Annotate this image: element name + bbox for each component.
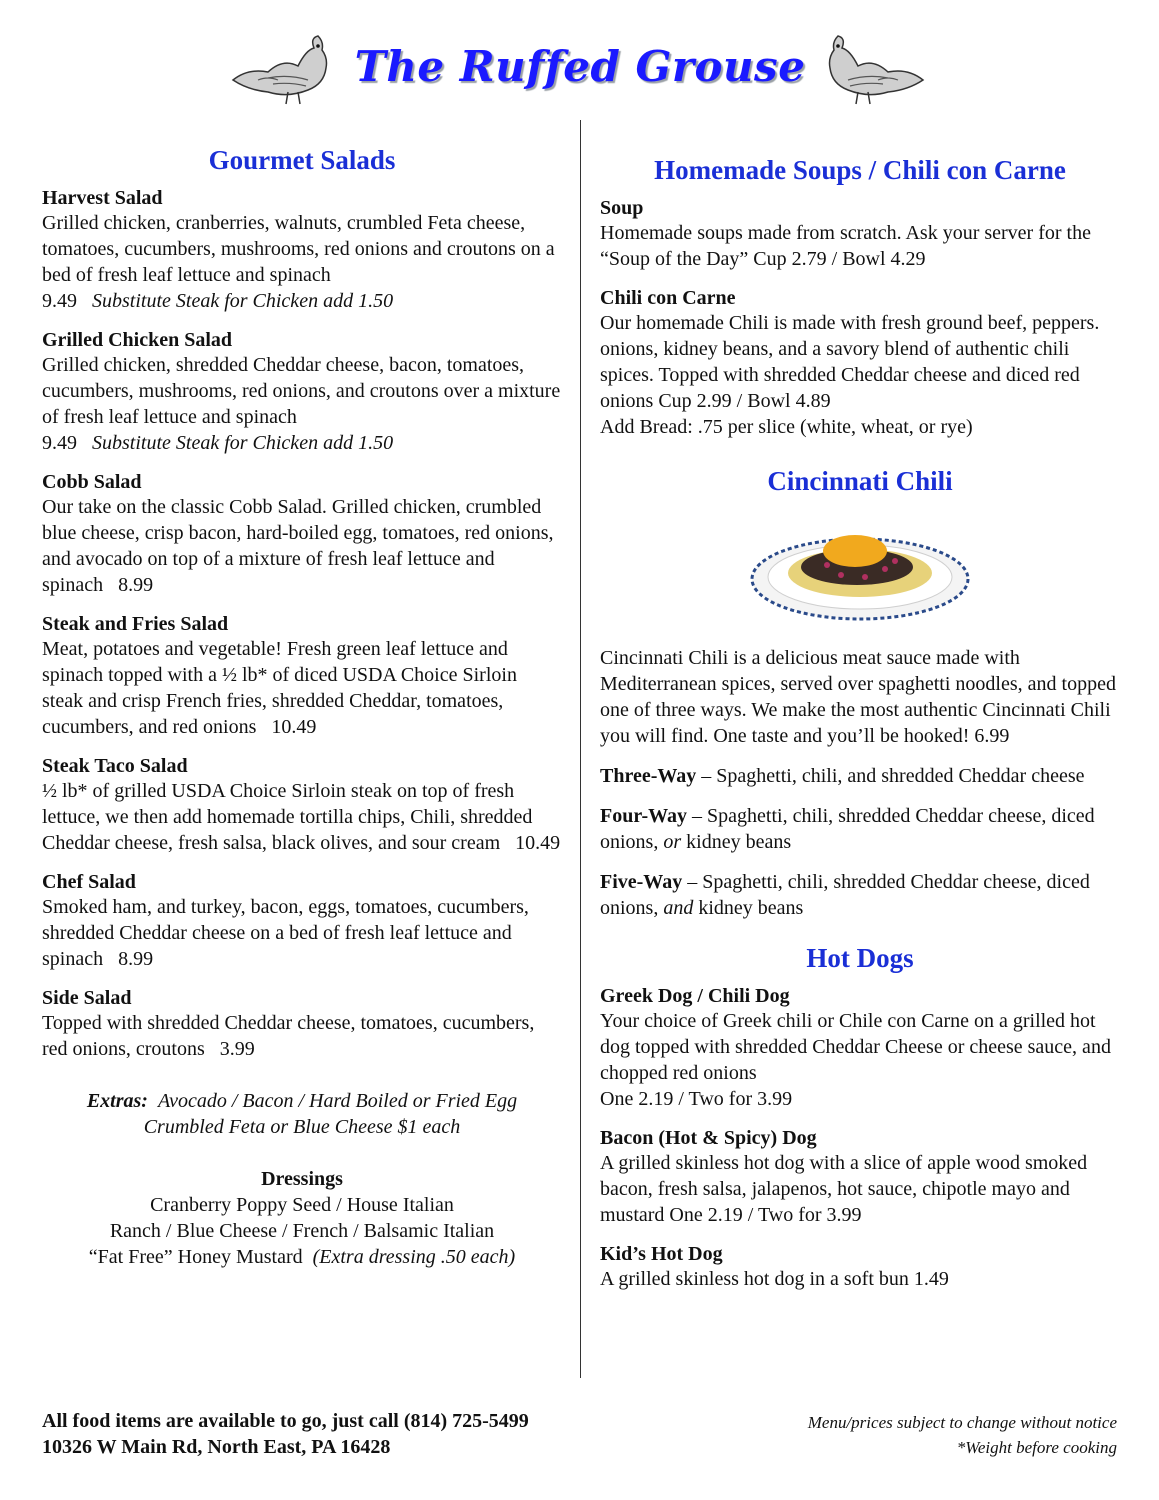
grouse-bird-icon	[818, 28, 928, 108]
menu-item	[42, 328, 562, 456]
menu-item	[42, 612, 562, 740]
item-desc: Smoked ham, and turkey, bacon, eggs, tomatoes, cucumbers, shredded Cheddar cheese on a bed of fresh leaf lettuce and spinach 8.99	[42, 896, 529, 970]
menu-item	[600, 1242, 1120, 1292]
item-desc: Topped with shredded Cheddar cheese, tomatoes, cucumbers, red onions, croutons 3.99	[42, 1012, 535, 1060]
item-price: 8.99	[118, 948, 154, 970]
item-price: 10.49	[271, 716, 317, 738]
item-name: Four-Way	[600, 805, 688, 827]
item-price: One 2.19 / Two for 3.99	[600, 1088, 793, 1110]
item-desc: Our take on the classic Cobb Salad. Grilled chicken, crumbled blue cheese, crisp bacon, hard-boiled egg, tomatoes, red onions, and avocado on top of a mixture of fresh leaf lettuce and spinach 8.99	[42, 496, 554, 596]
section-title: Hot Dogs	[806, 943, 914, 973]
item-name: Soup	[600, 197, 644, 219]
menu-item	[600, 984, 1120, 1112]
item-name: Greek Dog / Chili Dog	[600, 985, 790, 1007]
section-title: Homemade Soups / Chili con Carne	[654, 155, 1066, 185]
restaurant-title: The Ruffed Grouse	[354, 42, 806, 91]
dressings-line: Cranberry Poppy Seed / House Italian	[150, 1194, 454, 1216]
item-name: Three-Way	[600, 765, 697, 787]
column-divider	[580, 120, 581, 1378]
extras-block	[42, 1088, 562, 1140]
item-name: Bacon (Hot & Spicy) Dog	[600, 1127, 817, 1149]
item-desc: – Spaghetti, chili, and shredded Cheddar cheese	[696, 765, 1085, 787]
item-name: Steak Taco Salad	[42, 755, 188, 777]
item-name: Side Salad	[42, 987, 132, 1009]
dressings-title: Dressings	[261, 1168, 343, 1190]
extras-label: Extras:	[86, 1090, 148, 1112]
item-name: Harvest Salad	[42, 187, 163, 209]
menu-item	[600, 763, 1120, 789]
item-name: Grilled Chicken Salad	[42, 329, 233, 351]
dressings-line: Ranch / Blue Cheese / French / Balsamic Italian	[109, 1220, 495, 1242]
item-desc: Your choice of Greek chili or Chile con Carne on a grilled hot dog topped with shredded Cheddar Cheese or cheese sauce, and chopped red onions One 2.19 / Two for 3.99	[600, 1010, 1111, 1110]
item-name: Cobb Salad	[42, 471, 142, 493]
item-desc: Grilled chicken, shredded Cheddar cheese, bacon, tomatoes, cucumbers, mushrooms, red onions, and croutons over a mixture of fresh leaf lettuce and spinach 9.49 Substitute Steak for Chicken add 1.50	[42, 354, 561, 454]
menu-item: Five-Way – Spaghetti, chili, shredded Cheddar cheese, diced onions, and kidney beans	[600, 871, 1090, 919]
section-title: Gourmet Salads	[208, 145, 396, 175]
dressings-line: “Fat Free” Honey Mustard (Extra dressing .50 each)	[88, 1246, 516, 1268]
item-name: Chef Salad	[42, 871, 136, 893]
item-price: 9.49	[42, 432, 77, 454]
item-desc: Our homemade Chili is made with fresh ground beef, peppers. onions, kidney beans, and a savory blend of authentic chili spices. Topped with shredded Cheddar cheese and diced red onions Cup 2.99 / Bowl 4.89 Add Bread: .75 per slice (white, wheat, or rye)	[600, 312, 1100, 438]
item-desc: Meat, potatoes and vegetable! Fresh green leaf lettuce and spinach topped with a ½ lb* of diced USDA Choice Sirloin steak and crisp French fries, shredded Cheddar, tomatoes, cucumbers, and red onions 10.49	[42, 638, 517, 738]
item-name: Kid’s Hot Dog	[600, 1243, 723, 1265]
extras-line: Crumbled Feta or Blue Cheese $1 each	[143, 1116, 461, 1138]
menu-item	[42, 986, 562, 1062]
right-column	[600, 155, 1120, 1306]
item-name: Chili con Carne	[600, 287, 736, 309]
footer-note: *Weight before cooking	[956, 1438, 1117, 1457]
dressings-block	[42, 1166, 562, 1270]
footer-notes	[808, 1410, 1117, 1460]
item-price: 8.99	[118, 574, 154, 596]
menu-item	[42, 470, 562, 598]
item-price: 9.49	[42, 290, 77, 312]
menu-item: Four-Way – Spaghetti, chili, shredded Cheddar cheese, diced onions, or kidney beans	[600, 805, 1095, 853]
item-name: Five-Way	[600, 871, 683, 893]
item-desc: ½ lb* of grilled USDA Choice Sirloin steak on top of fresh lettuce, we then add homemade tortilla chips, Chili, shredded Cheddar cheese, fresh salsa, black olives, and sour cream 10.49	[42, 780, 561, 854]
item-price: 3.99	[219, 1038, 255, 1060]
menu-item	[600, 645, 1120, 749]
menu-item	[600, 196, 1120, 272]
item-desc: Homemade soups made from scratch. Ask your server for the “Soup of the Day” Cup 2.79 / Bowl 4.29	[600, 222, 1091, 270]
item-desc: A grilled skinless hot dog in a soft bun 1.49	[600, 1268, 949, 1290]
menu-item	[42, 754, 562, 856]
item-desc: Cincinnati Chili is a delicious meat sauce made with Mediterranean spices, served over spaghetti noodles, and topped one of three ways. We make the most authentic Cincinnati Chili you will find. One taste and you’ll be hooked! 6.99	[600, 647, 1116, 747]
item-desc: Grilled chicken, cranberries, walnuts, crumbled Feta cheese, tomatoes, cucumbers, mushrooms, red onions and croutons on a bed of fresh leaf lettuce and spinach 9.49 Substitute Steak for Chicken add 1.50	[42, 212, 555, 312]
item-note: Substitute Steak for Chicken add 1.50	[92, 432, 394, 454]
item-price: 10.49	[515, 832, 561, 854]
grouse-bird-icon	[228, 28, 338, 108]
item-desc: A grilled skinless hot dog with a slice of apple wood smoked bacon, fresh salsa, jalapenos, hot sauce, chipotle mayo and mustard One 2.19 / Two for 3.99	[600, 1152, 1088, 1226]
footer-note: Menu/prices subject to change without notice	[807, 1413, 1117, 1432]
menu-item	[42, 870, 562, 972]
item-note: Substitute Steak for Chicken add 1.50	[92, 290, 394, 312]
salads-section	[42, 145, 562, 1270]
extras-line: Avocado / Bacon / Hard Boiled or Fried Egg	[157, 1090, 518, 1112]
menu-item	[600, 1126, 1120, 1228]
menu-item	[42, 186, 562, 314]
section-title: Cincinnati Chili	[767, 466, 953, 496]
item-extra: Add Bread: .75 per slice (white, wheat, or rye)	[600, 416, 973, 438]
item-name: Steak and Fries Salad	[42, 613, 229, 635]
footer-address: 10326 W Main Rd, North East, PA 16428	[42, 1436, 391, 1458]
chili-plate-image	[745, 507, 975, 627]
footer-phone: All food items are available to go, just call (814) 725-5499	[42, 1410, 529, 1432]
menu-header	[0, 20, 1159, 115]
footer-contact	[42, 1408, 529, 1460]
menu-item	[600, 286, 1120, 440]
dressings-note: (Extra dressing .50 each)	[312, 1246, 516, 1268]
